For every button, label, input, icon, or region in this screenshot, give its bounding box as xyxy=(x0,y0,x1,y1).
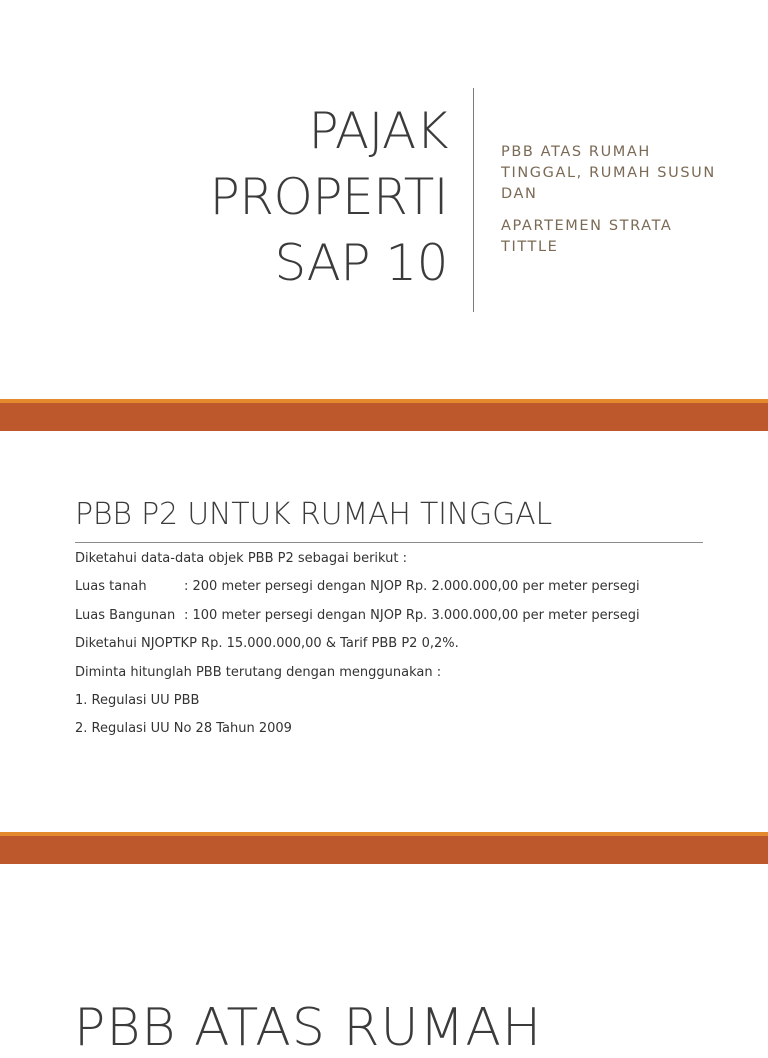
slide-3-title: PBB ATAS RUMAH xyxy=(74,998,543,1058)
luas-bangunan-value: : 100 meter persegi dengan NJOP Rp. 3.000.000,00 per meter persegi xyxy=(184,607,640,623)
slide-3 xyxy=(0,864,768,1058)
slide-separator-2 xyxy=(0,832,768,864)
body-line-luas-bangunan xyxy=(75,606,715,634)
luas-bangunan-label: Luas Bangunan xyxy=(75,607,176,623)
slide-1-subtitle xyxy=(501,142,721,269)
body-line-luas-tanah xyxy=(75,577,715,605)
subtitle-paragraph-2: APARTEMEN STRATA TITTLE xyxy=(501,218,673,255)
luas-tanah-label: Luas tanah xyxy=(75,579,147,595)
slide-1-title xyxy=(128,98,448,296)
subtitle-paragraph-1: PBB ATAS RUMAH TINGGAL, RUMAH SUSUN DAN xyxy=(501,144,716,202)
title-divider xyxy=(473,88,474,312)
body-line-regulasi-1: 1. Regulasi UU PBB xyxy=(75,692,200,708)
luas-tanah-value: : 200 meter persegi dengan NJOP Rp. 2.000.000,00 per meter persegi xyxy=(184,579,640,595)
slide-2 xyxy=(0,431,768,832)
slide-2-body xyxy=(75,549,715,748)
body-line-njoptkp: Diketahui NJOPTKP Rp. 15.000.000,00 & Tarif PBB P2 0,2%. xyxy=(75,636,459,652)
title-line-3: SAP 10 xyxy=(274,234,448,292)
slide-separator-1 xyxy=(0,399,768,431)
slide-1 xyxy=(0,0,768,400)
title-line-1: PAJAK xyxy=(308,102,448,160)
body-line-intro: Diketahui data-data objek PBB P2 sebagai berikut : xyxy=(75,551,408,566)
body-line-regulasi-2: 2. Regulasi UU No 28 Tahun 2009 xyxy=(75,721,292,737)
title-line-2: PROPERTI xyxy=(209,168,448,226)
slide-2-title: PBB P2 UNTUK RUMAH TINGGAL xyxy=(75,497,552,532)
body-line-diminta: Diminta hitunglah PBB terutang dengan menggunakan : xyxy=(75,664,442,680)
title-underline xyxy=(75,542,703,543)
